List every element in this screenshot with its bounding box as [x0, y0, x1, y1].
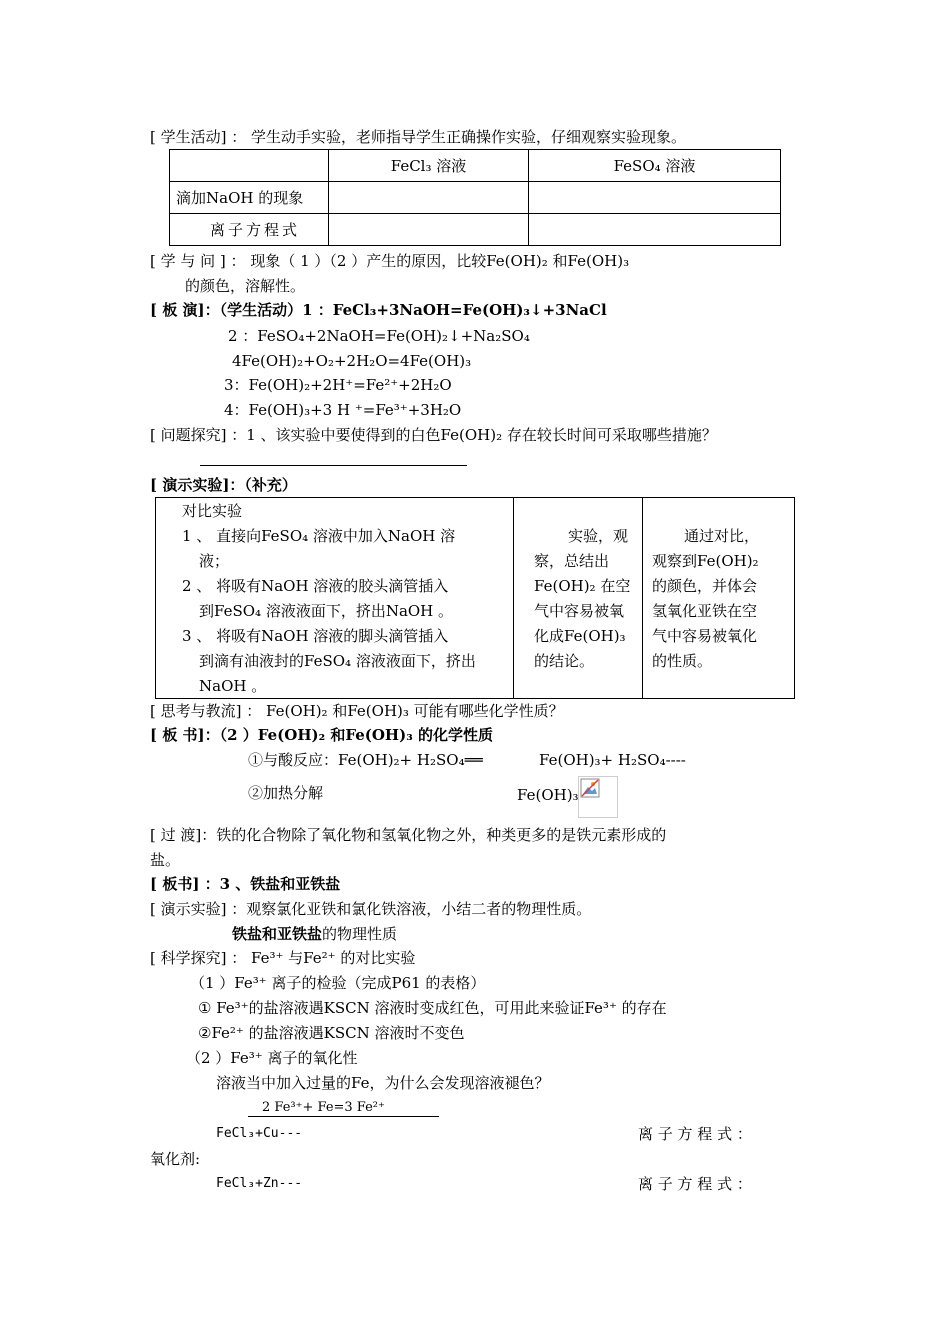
observation-table	[169, 149, 781, 246]
line-transition: [ 过 渡]：铁的化合物除了氧化物和氢氧化物之外，种类更多的是铁元素形成的	[150, 826, 667, 844]
line-fe3-oxidizing: （2 ）Fe³⁺ 离子的氧化性	[186, 1049, 358, 1067]
box-col-conclusion: 实验，观 察，总结出 Fe(OH)₂ 在空 气中容易被氧 化成Fe(OH)₃ 的结论。	[534, 527, 631, 670]
line-demo-experiment: [ 演示实验]：（补充）	[150, 476, 297, 494]
line-board-demo: [ 板 演]：（学生活动）1 ：FeCl₃+3NaOH=Fe(OH)₃↓+3NaCl	[150, 301, 607, 319]
reaction-with-acid: ①与酸反应：Fe(OH)₂+ H₂SO₄══	[248, 751, 483, 769]
line-kscn-red: ① Fe³⁺的盐溶液遇KSCN 溶液时变成红色，可用此来验证Fe³⁺ 的存在	[198, 999, 667, 1017]
equation-3: 3：Fe(OH)₂+2H⁺=Fe²⁺+2H₂O	[224, 376, 452, 394]
ionic-equation-label-2: 离 子 方 程 式 ：	[638, 1175, 752, 1193]
line-fe3-test: （1 ）Fe³⁺ 离子的检验（完成P61 的表格）	[190, 974, 486, 992]
line-problem-explore: [ 问题探究] ：1 、该实验中要使得到的白色Fe(OH)₂ 存在较长时间可采取哪些措施？	[150, 426, 717, 444]
line-demo-observe: [ 演示实验] ：观察氯化亚铁和氯化铁溶液，小结二者的物理性质。	[150, 900, 592, 918]
line-physical-properties: 铁盐和亚铁盐的物理性质	[232, 925, 398, 943]
broken-image-icon	[578, 776, 618, 818]
header-feso4: FeSO₄ 溶液	[529, 150, 781, 182]
equation-fe3-fe: 2 Fe³⁺+ Fe=3 Fe²⁺	[262, 1100, 385, 1115]
comparison-experiment-box	[155, 497, 795, 699]
line-student-activity: [ 学生活动] ： 学生动手实验，老师指导学生正确操作实验，仔细观察实验现象。	[150, 128, 687, 146]
header-fecl3: FeCl₃ 溶液	[329, 150, 529, 182]
fecl3-cu: FeCl₃+Cu---	[216, 1126, 303, 1141]
line-kscn-no-color: ②Fe²⁺ 的盐溶液遇KSCN 溶液时不变色	[198, 1024, 465, 1042]
line-learn-and-ask: [ 学 与 问 ] ： 现象（ 1 ）（2 ）产生的原因，比较Fe(OH)₂ 和Fe(OH)₃	[150, 252, 630, 270]
line-think-discuss: [ 思考与教流] ： Fe(OH)₂ 和Fe(OH)₃ 可能有哪些化学性质？	[150, 702, 564, 720]
heating-decomposition: ②加热分解	[248, 784, 324, 802]
line-board-iron-salts: [ 板书] ：3 、铁盐和亚铁盐	[150, 875, 341, 893]
answer-underline	[200, 465, 467, 466]
oxidant-label: 氧化剂:	[150, 1150, 201, 1168]
fecl3-zn: FeCl₃+Zn---	[216, 1176, 303, 1191]
box-col-purpose: 通过对比， 观察到Fe(OH)₂ 的颜色，并体会 氢氧化亚铁在空 气中容易被氧化 的性质。	[652, 527, 760, 670]
line-transition-cont: 盐。	[150, 851, 181, 869]
ionic-equation-label-1: 离 子 方 程 式 ：	[638, 1125, 752, 1143]
reaction-feoh3-acid: Fe(OH)₃+ H₂SO₄----	[539, 751, 686, 769]
row-ionic-equation: 离子方程式	[170, 214, 329, 246]
line-board-chem-properties: [ 板 书]：（2 ）Fe(OH)₂ 和Fe(OH)₃ 的化学性质	[150, 726, 493, 744]
row-naoh-phenomenon: 滴加NaOH 的现象	[170, 182, 329, 214]
equation-oxidation: 4Fe(OH)₂+O₂+2H₂O=4Fe(OH)₃	[232, 352, 472, 370]
equation-4: 4：Fe(OH)₃+3 H ⁺=Fe³⁺+3H₂O	[224, 401, 462, 419]
line-learn-and-ask-cont: 的颜色，溶解性。	[185, 277, 306, 295]
equation-2: 2 ：FeSO₄+2NaOH=Fe(OH)₂↓+Na₂SO₄	[228, 327, 530, 345]
line-science-explore: [ 科学探究] ： Fe³⁺ 与Fe²⁺ 的对比实验	[150, 949, 416, 967]
feoh3-heating: Fe(OH)₃	[517, 786, 579, 804]
equation-underline	[248, 1116, 439, 1117]
box-col-steps: 对比实验 1 、 直接向FeSO₄ 溶液中加入NaOH 溶 液； 2 、 将吸有NaOH 溶液的胶头滴管插入 到FeSO₄ 溶液液面下，挤出NaOH 。 3 、 将吸有NaOH 溶液的脚头滴管插入 到滴有油液封的FeSO₄ 溶液液面下，挤出 NaOH 。	[182, 502, 476, 695]
line-question-fade: 溶液当中加入过量的Fe，为什么会发现溶液褪色？	[216, 1074, 550, 1092]
